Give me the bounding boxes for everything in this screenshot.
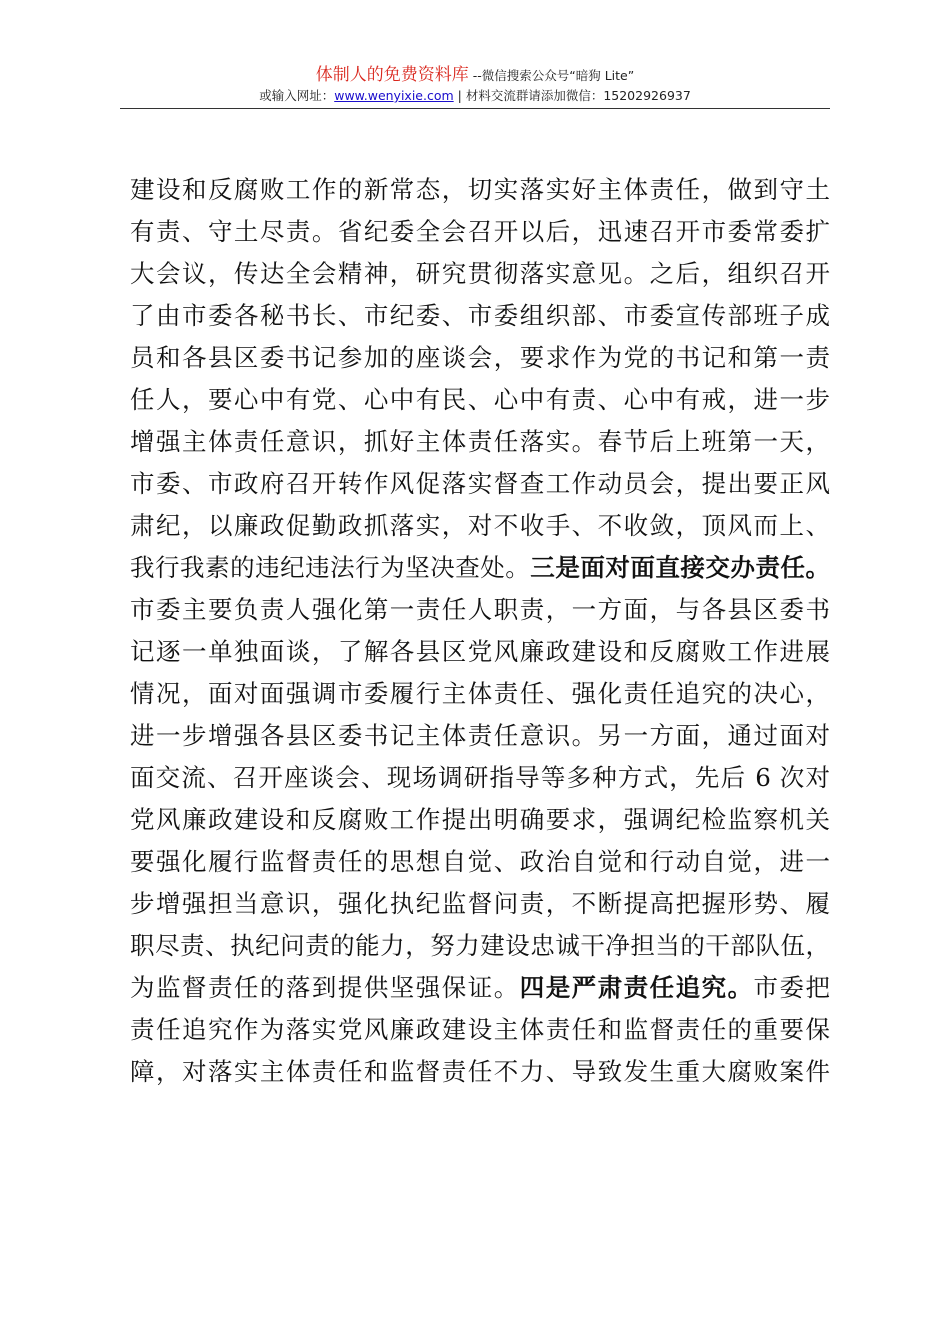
- url-prefix: 或输入网址：: [259, 88, 335, 103]
- body-text-segment: 了由市委各秘书长、市纪委、市委组织部、市委宣传部班子成: [130, 301, 830, 330]
- text-line: [130, 715, 830, 757]
- body-text-segment: 为监督责任的落到提供坚强保证。: [130, 973, 520, 1002]
- body-text-segment: 市委把: [753, 973, 831, 1002]
- body-text-segment: 增强主体责任意识，抓好主体责任落实。春节后上班第一天，: [130, 427, 830, 456]
- text-line: [130, 883, 830, 925]
- text-line: [130, 169, 830, 211]
- contact-info: | 材料交流群请添加微信：15202926937: [453, 88, 691, 103]
- header-contact-line: [120, 87, 830, 105]
- body-text: [130, 169, 830, 1093]
- body-text-segment: 党风廉政建设和反腐败工作提出明确要求，强调纪检监察机关: [130, 805, 830, 834]
- brand-title: 体制人的免费资料库: [315, 65, 469, 85]
- body-text-segment: 步增强担当意识，强化执纪监督问责，不断提高把握形势、履: [130, 889, 830, 918]
- text-line: [130, 925, 830, 967]
- text-line: [130, 295, 830, 337]
- body-text-segment: 面交流、召开座谈会、现场调研指导等多种方式，先后 6 次对: [130, 763, 830, 792]
- text-line: [130, 421, 830, 463]
- text-line: [130, 841, 830, 883]
- text-line: [130, 547, 830, 589]
- text-line: [130, 379, 830, 421]
- body-text-segment: 员和各县区委书记参加的座谈会，要求作为党的书记和第一责: [130, 343, 830, 372]
- header-tagline: --微信搜索公众号“暗狗 Lite”: [468, 68, 635, 83]
- text-line: [130, 757, 830, 799]
- text-line: [130, 253, 830, 295]
- body-text-segment: 记逐一单独面谈，了解各县区党风廉政建设和反腐败工作进展: [130, 637, 830, 666]
- body-text-segment: 大会议，传达全会精神，研究贯彻落实意见。之后，组织召开: [130, 259, 830, 288]
- text-line: [130, 673, 830, 715]
- text-line: [130, 589, 830, 631]
- body-text-segment: 要强化履行监督责任的思想自觉、政治自觉和行动自觉，进一: [130, 847, 830, 876]
- body-text-segment: 情况，面对面强调市委履行主体责任、强化责任追究的决心，: [130, 679, 830, 708]
- body-text-segment: 市委主要负责人强化第一责任人职责，一方面，与各县区委书: [130, 595, 830, 624]
- bold-heading-text: 四是严肃责任追究。: [519, 973, 754, 1002]
- page-header: [120, 64, 830, 105]
- body-text-segment: 肃纪，以廉政促勤政抓落实，对不收手、不收敛，顶风而上、: [130, 511, 830, 540]
- body-text-segment: 任人，要心中有党、心中有民、心中有责、心中有戒，进一步: [130, 385, 830, 414]
- body-text-segment: 市委、市政府召开转作风促落实督查工作动员会，提出要正风: [130, 469, 830, 498]
- bold-heading-text: 三是面对面直接交办责任。: [530, 553, 830, 582]
- text-line: [130, 505, 830, 547]
- body-text-segment: 障，对落实主体责任和监督责任不力、导致发生重大腐败案件: [130, 1057, 830, 1086]
- body-text-segment: 建设和反腐败工作的新常态，切实落实好主体责任，做到守土: [130, 175, 830, 204]
- text-line: [130, 967, 830, 1009]
- website-link[interactable]: www.wenyixie.com: [334, 88, 454, 103]
- body-text-segment: 职尽责、执纪问责的能力，努力建设忠诚干净担当的干部队伍，: [130, 931, 830, 960]
- body-text-segment: 责任追究作为落实党风廉政建设主体责任和监督责任的重要保: [130, 1015, 830, 1044]
- text-line: [130, 1051, 830, 1093]
- text-line: [130, 1009, 830, 1051]
- header-divider: [120, 108, 830, 109]
- text-line: [130, 799, 830, 841]
- text-line: [130, 337, 830, 379]
- text-line: [130, 463, 830, 505]
- text-line: [130, 631, 830, 673]
- header-title-line: [120, 64, 830, 87]
- body-text-segment: 有责、守土尽责。省纪委全会召开以后，迅速召开市委常委扩: [130, 217, 830, 246]
- body-text-segment: 进一步增强各县区委书记主体责任意识。另一方面，通过面对: [130, 721, 830, 750]
- body-text-segment: 我行我素的违纪违法行为坚决查处。: [130, 553, 531, 582]
- text-line: [130, 211, 830, 253]
